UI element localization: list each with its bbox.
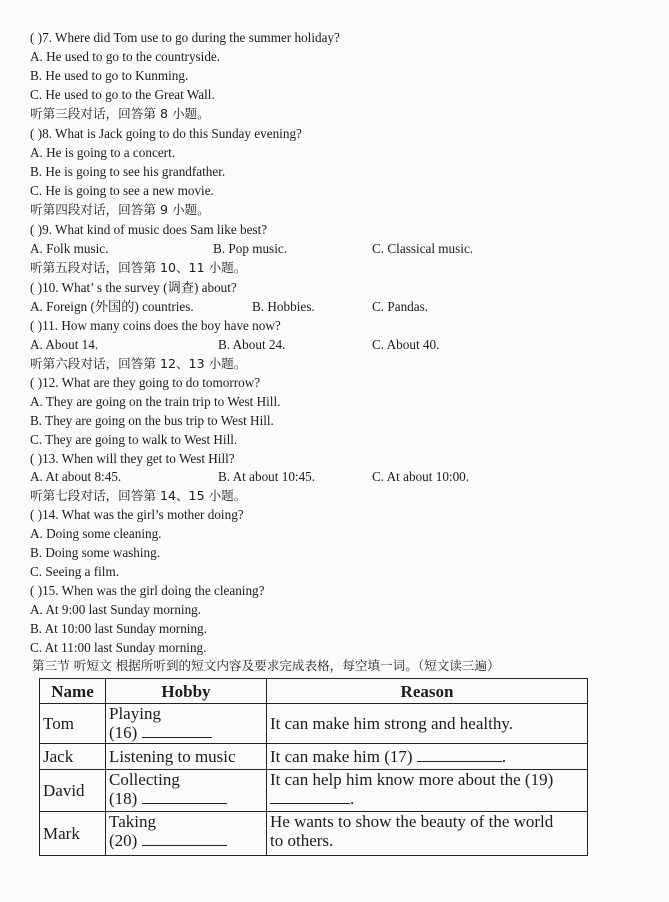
q12-option-c: C. They are going to walk to West Hill. bbox=[30, 432, 238, 447]
table-row bbox=[40, 744, 588, 770]
q12-option-b: B. They are going on the bus trip to West Hill. bbox=[30, 413, 274, 428]
hobby-cell: Listening to music bbox=[106, 744, 267, 770]
reason-cell[interactable]: It can make him (17) . bbox=[267, 744, 588, 770]
question-15: ( )15. When was the girl doing the cleaning? bbox=[30, 583, 265, 598]
section-3-instructions: 第三节 听短文 根据所听到的短文内容及要求完成表格，每空填一词。（短文读三遍） bbox=[32, 658, 500, 673]
table-row bbox=[40, 704, 588, 744]
q9-option-b: B. Pop music. bbox=[213, 241, 288, 256]
q7-option-a: A. He used to go to the countryside. bbox=[30, 49, 221, 64]
question-11: ( )11. How many coins does the boy have now? bbox=[30, 318, 281, 333]
q8-option-b: B. He is going to see his grandfather. bbox=[30, 164, 226, 179]
q15-option-b: B. At 10:00 last Sunday morning. bbox=[30, 621, 207, 636]
q11-option-a: A. About 14. bbox=[30, 337, 99, 352]
section-heading-3: 听第三段对话，回答第 8 小题。 bbox=[30, 106, 210, 121]
q13-option-a: A. At about 8:45. bbox=[30, 469, 122, 484]
question-9: ( )9. What kind of music does Sam like best? bbox=[30, 222, 268, 237]
hobby-text: Playing bbox=[109, 704, 161, 723]
table-row bbox=[40, 770, 588, 812]
name-cell: David bbox=[40, 770, 106, 812]
q10-option-b: B. Hobbies. bbox=[252, 299, 315, 314]
table-row bbox=[40, 812, 588, 856]
header-reason: Reason bbox=[267, 679, 588, 704]
q7-option-b: B. He used to go to Kunming. bbox=[30, 68, 189, 83]
q13-option-c: C. At about 10:00. bbox=[372, 469, 470, 484]
question-7: ( )7. Where did Tom use to go during the summer holiday? bbox=[30, 30, 340, 45]
reason-text: He wants to show the beauty of the world bbox=[270, 812, 554, 831]
q12-option-a: A. They are going on the train trip to West Hill. bbox=[30, 394, 281, 409]
name-cell: Jack bbox=[40, 744, 106, 770]
hobby-text: Collecting bbox=[109, 770, 180, 789]
q13-option-b: B. At about 10:45. bbox=[218, 469, 316, 484]
reason-cell bbox=[267, 812, 588, 856]
q14-option-a: A. Doing some cleaning. bbox=[30, 526, 162, 541]
question-8: ( )8. What is Jack going to do this Sunday evening? bbox=[30, 126, 302, 141]
hobby-blank-20[interactable]: (20) bbox=[109, 831, 263, 850]
hobby-table bbox=[39, 678, 588, 856]
reason-cell: It can make him strong and healthy. bbox=[267, 704, 588, 744]
hobby-cell bbox=[106, 704, 267, 744]
q11-option-c: C. About 40. bbox=[372, 337, 440, 352]
name-cell: Mark bbox=[40, 812, 106, 856]
reason-text: It can make him (17) bbox=[270, 747, 413, 766]
question-12: ( )12. What are they going to do tomorrow? bbox=[30, 375, 261, 390]
q9-option-a: A. Folk music. bbox=[30, 241, 109, 256]
q10-option-c: C. Pandas. bbox=[372, 299, 429, 314]
header-hobby: Hobby bbox=[106, 679, 267, 704]
section-heading-6: 听第六段对话，回答第 12、13 小题。 bbox=[30, 356, 247, 371]
q15-option-a: A. At 9:00 last Sunday morning. bbox=[30, 602, 202, 617]
q14-option-b: B. Doing some washing. bbox=[30, 545, 161, 560]
section-heading-4: 听第四段对话，回答第 9 小题。 bbox=[30, 202, 210, 217]
reason-cell[interactable]: It can help him know more about the (19) . bbox=[267, 770, 588, 812]
question-10: ( )10. What’ s the survey (调查) about? bbox=[30, 280, 237, 295]
section-heading-5: 听第五段对话，回答第 10、11 小题。 bbox=[30, 260, 247, 275]
q11-option-b: B. About 24. bbox=[218, 337, 286, 352]
table-header-row bbox=[40, 679, 588, 704]
name-cell: Tom bbox=[40, 704, 106, 744]
section-heading-7: 听第七段对话，回答第 14、15 小题。 bbox=[30, 488, 247, 503]
q9-option-c: C. Classical music. bbox=[372, 241, 474, 256]
q10-option-a: A. Foreign (外国的) countries. bbox=[30, 299, 194, 314]
reason-text: It can help him know more about the (19) bbox=[270, 770, 554, 789]
question-13: ( )13. When will they get to West Hill? bbox=[30, 451, 235, 466]
hobby-blank-18[interactable]: (18) bbox=[109, 789, 263, 808]
reason-text-continued: to others. bbox=[270, 831, 334, 850]
hobby-cell bbox=[106, 770, 267, 812]
q8-option-a: A. He is going to a concert. bbox=[30, 145, 176, 160]
q14-option-c: C. Seeing a film. bbox=[30, 564, 120, 579]
q7-option-c: C. He used to go to the Great Wall. bbox=[30, 87, 215, 102]
q15-option-c: C. At 11:00 last Sunday morning. bbox=[30, 640, 207, 655]
hobby-text: Taking bbox=[109, 812, 156, 831]
hobby-blank-16[interactable]: (16) bbox=[109, 723, 263, 742]
header-name: Name bbox=[40, 679, 106, 704]
question-14: ( )14. What was the girl’s mother doing? bbox=[30, 507, 244, 522]
q8-option-c: C. He is going to see a new movie. bbox=[30, 183, 214, 198]
hobby-cell bbox=[106, 812, 267, 856]
